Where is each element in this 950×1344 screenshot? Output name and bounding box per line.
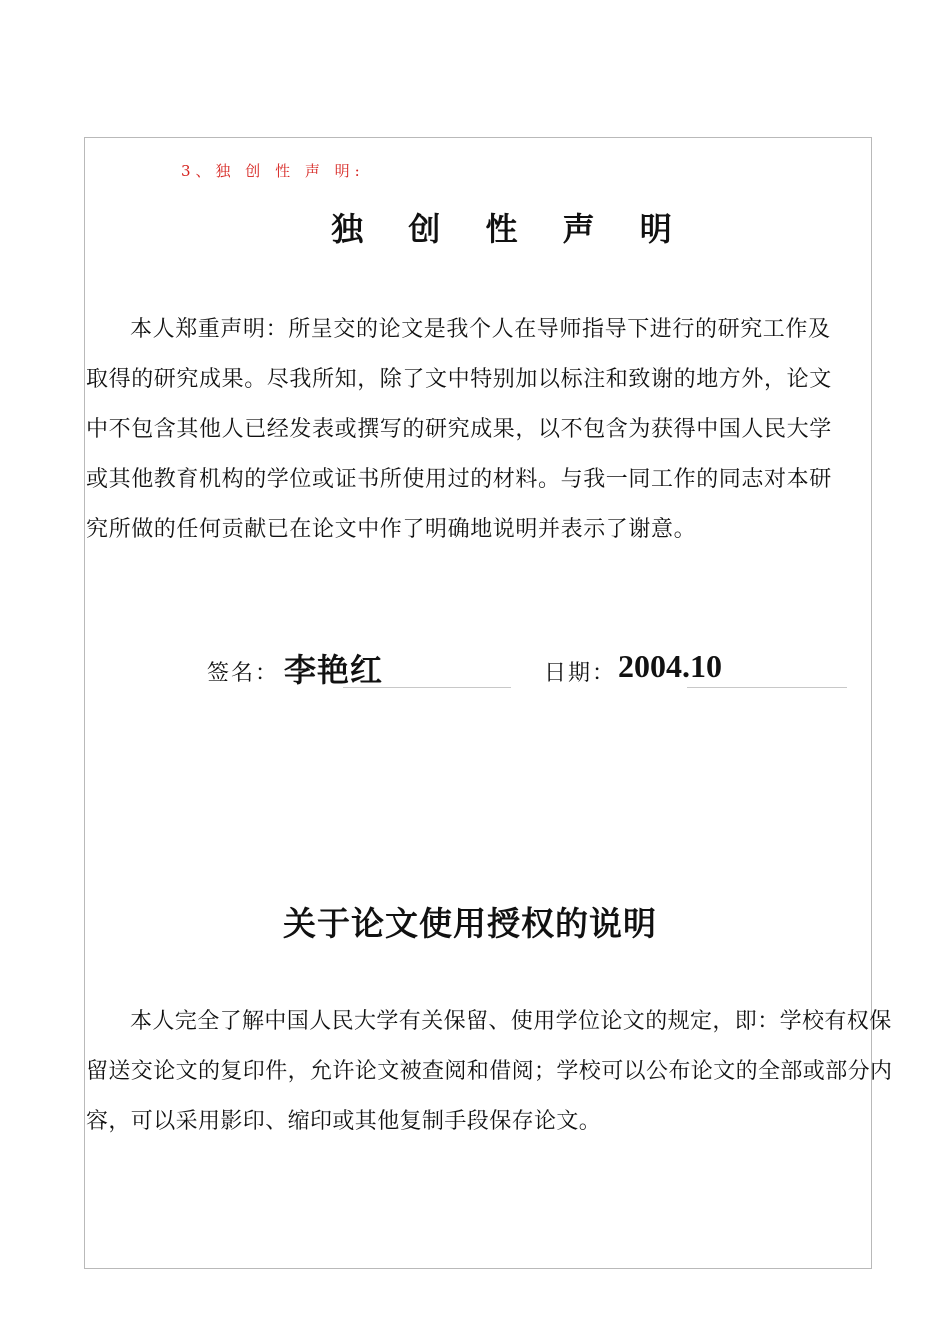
signature-value: 李艳红 bbox=[284, 651, 384, 689]
signature-label: 签名： bbox=[207, 661, 280, 686]
section-label: 3、独 创 性 声 明: bbox=[181, 162, 365, 180]
date-value: 2004.10 bbox=[618, 648, 722, 684]
signature-underline bbox=[343, 687, 511, 688]
date-label: 日期： bbox=[544, 661, 617, 686]
authorization-title: 关于论文使用授权的说明 bbox=[283, 904, 657, 943]
authorization-statement: 本人完全了解中国人民大学有关保留、使用学位论文的规定，即：学校有权保留送交论文的复印件，允许论文被查阅和借阅；学校可以公布论文的全部或部分内容，可以采用影印、缩印或其他复制手段保存论文。 bbox=[86, 1009, 893, 1134]
date-underline bbox=[687, 687, 847, 688]
originality-statement: 本人郑重声明：所呈交的论文是我个人在导师指导下进行的研究工作及取得的研究成果。尽我所知，除了文中特别加以标注和致谢的地方外，论文中不包含其他人已经发表或撰写的研究成果，以不包含为获得中国人民大学或其他教育机构的学位或证书所使用过的材料。与我一同工作的同志对本研究所做的任何贡献已在论文中作了明确地说明并表示了谢意。 bbox=[86, 317, 832, 542]
originality-title: 独 创 性 声 明 bbox=[331, 210, 689, 248]
